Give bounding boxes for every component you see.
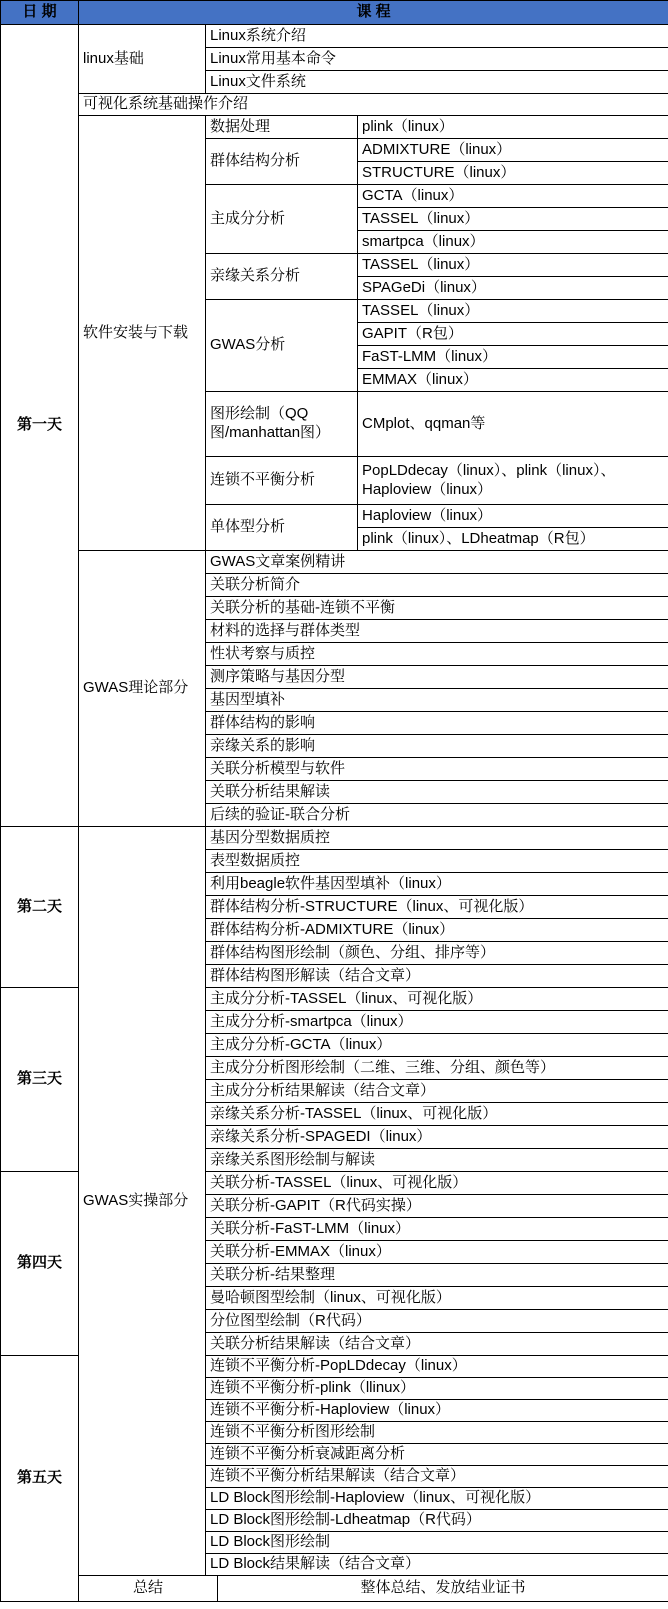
- course-cell: 主成分分析图形绘制（二维、三维、分组、颜色等）: [206, 1057, 668, 1080]
- course-cell: 群体结构分析-STRUCTURE（linux、可视化版）: [206, 896, 668, 919]
- tool-cell: GCTA（linux）: [358, 185, 668, 208]
- course-cell: LD Block图形绘制-Haploview（linux、可视化版）: [206, 1488, 668, 1510]
- header-date: 日 期: [1, 1, 79, 25]
- tool-cell: plink（linux）: [358, 116, 668, 139]
- category-cell: 数据处理: [206, 116, 358, 139]
- course-cell: 基因分型数据质控: [206, 827, 668, 850]
- tool-cell: smartpca（linux）: [358, 231, 668, 254]
- course-cell: 群体结构图形绘制（颜色、分组、排序等）: [206, 942, 668, 965]
- section-gwas-practice: GWAS实操部分: [79, 827, 206, 1576]
- course-cell: 关联分析-EMMAX（linux）: [206, 1241, 668, 1264]
- course-cell: 关联分析结果解读（结合文章）: [206, 1333, 668, 1356]
- course-cell: 主成分分析-TASSEL（linux、可视化版）: [206, 988, 668, 1011]
- course-cell: 分位图型绘制（R代码）: [206, 1310, 668, 1333]
- tool-cell: ADMIXTURE（linux）: [358, 139, 668, 162]
- course-cell: Linux文件系统: [206, 71, 668, 94]
- course-cell: LD Block结果解读（结合文章）: [206, 1554, 668, 1576]
- course-cell: 群体结构的影响: [206, 712, 668, 735]
- course-cell: 关联分析简介: [206, 574, 668, 597]
- tool-cell: EMMAX（linux）: [358, 369, 668, 392]
- course-cell: 亲缘关系图形绘制与解读: [206, 1149, 668, 1172]
- day-4-label: 第四天: [1, 1172, 79, 1356]
- course-cell: LD Block图形绘制: [206, 1532, 668, 1554]
- course-cell: 主成分分析-smartpca（linux）: [206, 1011, 668, 1034]
- course-cell: 基因型填补: [206, 689, 668, 712]
- course-cell: 性状考察与质控: [206, 643, 668, 666]
- course-cell: 材料的选择与群体类型: [206, 620, 668, 643]
- course-cell: 关联分析的基础-连锁不平衡: [206, 597, 668, 620]
- course-cell: 连锁不平衡分析-plink（llinux）: [206, 1378, 668, 1400]
- day-2-label: 第二天: [1, 827, 79, 988]
- tool-cell: STRUCTURE（linux）: [358, 162, 668, 185]
- tool-cell: Haploview（linux）: [358, 505, 668, 528]
- course-cell: 关联分析模型与软件: [206, 758, 668, 781]
- course-cell: Linux常用基本命令: [206, 48, 668, 71]
- course-cell: 群体结构分析-ADMIXTURE（linux）: [206, 919, 668, 942]
- course-cell: 利用beagle软件基因型填补（linux）: [206, 873, 668, 896]
- course-cell: 连锁不平衡分析图形绘制: [206, 1422, 668, 1444]
- course-cell: 测序策略与基因分型: [206, 666, 668, 689]
- course-cell: 连锁不平衡分析-Haploview（linux）: [206, 1400, 668, 1422]
- course-cell: 表型数据质控: [206, 850, 668, 873]
- course-cell: GWAS文章案例精讲: [206, 551, 668, 574]
- day-1-label: 第一天: [1, 25, 79, 827]
- course-cell: 主成分分析结果解读（结合文章）: [206, 1080, 668, 1103]
- header-course: 课 程: [79, 1, 668, 25]
- tool-cell: plink（linux）、LDheatmap（R包）: [358, 528, 668, 551]
- course-cell: 关联分析-GAPIT（R代码实操）: [206, 1195, 668, 1218]
- course-cell: 亲缘关系分析-SPAGEDI（linux）: [206, 1126, 668, 1149]
- course-cell: 关联分析结果解读: [206, 781, 668, 804]
- tool-cell: TASSEL（linux）: [358, 208, 668, 231]
- course-cell: 后续的验证-联合分析: [206, 804, 668, 827]
- section-software-install: 软件安装与下载: [79, 116, 206, 551]
- course-cell: 亲缘关系的影响: [206, 735, 668, 758]
- course-cell: 关联分析-FaST-LMM（linux）: [206, 1218, 668, 1241]
- course-cell: 关联分析-TASSEL（linux、可视化版）: [206, 1172, 668, 1195]
- category-cell: 群体结构分析: [206, 139, 358, 185]
- tool-cell: SPAGeDi（linux）: [358, 277, 668, 300]
- tool-cell: PopLDdecay（linux）、plink（linux）、Haploview（linux）: [358, 457, 668, 505]
- day-5-label: 第五天: [1, 1356, 79, 1602]
- tool-cell: GAPIT（R包）: [358, 323, 668, 346]
- course-cell: 群体结构图形解读（结合文章）: [206, 965, 668, 988]
- summary-label: 总结: [79, 1576, 218, 1602]
- course-cell: 连锁不平衡分析衰减距离分析: [206, 1444, 668, 1466]
- tool-cell: CMplot、qqman等: [358, 392, 668, 457]
- course-cell: 亲缘关系分析-TASSEL（linux、可视化版）: [206, 1103, 668, 1126]
- category-cell: GWAS分析: [206, 300, 358, 392]
- category-cell: 连锁不平衡分析: [206, 457, 358, 505]
- course-cell: Linux系统介绍: [206, 25, 668, 48]
- course-cell: LD Block图形绘制-Ldheatmap（R代码）: [206, 1510, 668, 1532]
- course-cell: 关联分析-结果整理: [206, 1264, 668, 1287]
- course-cell: 曼哈顿图型绘制（linux、可视化版）: [206, 1287, 668, 1310]
- tool-cell: TASSEL（linux）: [358, 300, 668, 323]
- category-cell: 主成分分析: [206, 185, 358, 254]
- course-cell-visual-intro: 可视化系统基础操作介绍: [79, 94, 668, 116]
- day-3-label: 第三天: [1, 988, 79, 1172]
- tool-cell: FaST-LMM（linux）: [358, 346, 668, 369]
- section-gwas-theory: GWAS理论部分: [79, 551, 206, 827]
- category-cell: 图形绘制（QQ图/manhattan图）: [206, 392, 358, 457]
- summary-content: 整体总结、发放结业证书: [218, 1576, 668, 1602]
- tool-cell: TASSEL（linux）: [358, 254, 668, 277]
- category-cell: 亲缘关系分析: [206, 254, 358, 300]
- course-cell: 主成分分析-GCTA（linux）: [206, 1034, 668, 1057]
- category-cell: 单体型分析: [206, 505, 358, 551]
- course-cell: 连锁不平衡分析-PopLDdecay（linux）: [206, 1356, 668, 1378]
- section-linux-basic: linux基础: [79, 25, 206, 94]
- course-cell: 连锁不平衡分析结果解读（结合文章）: [206, 1466, 668, 1488]
